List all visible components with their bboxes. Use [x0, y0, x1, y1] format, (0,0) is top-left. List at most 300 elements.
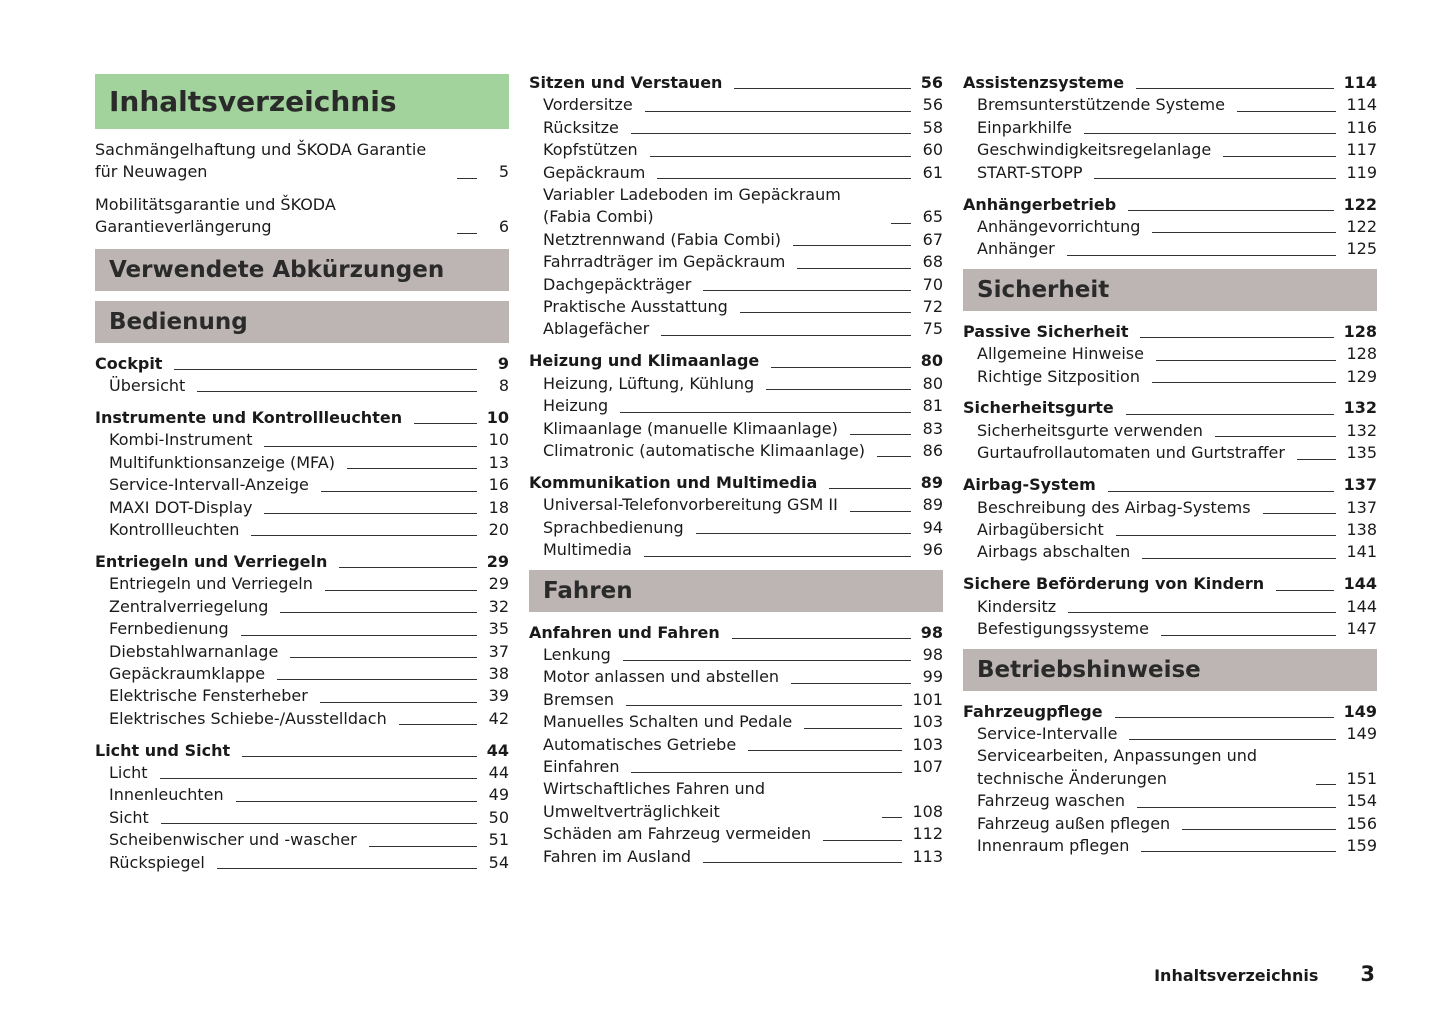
leader-line [1152, 382, 1337, 383]
toc-entry-page: 107 [912, 756, 943, 776]
toc-entry-instrumente-und-kontrollleuchten[interactable] [95, 407, 509, 429]
toc-entry-bremsen[interactable] [529, 689, 943, 711]
section-banner-bedienung: Bedienung [95, 301, 509, 343]
toc-entry-licht-und-sicht[interactable] [95, 740, 509, 762]
toc-entry-title: Dachgepäckträger [543, 274, 692, 294]
toc-entry-page: 60 [922, 140, 943, 160]
leader-line [1161, 635, 1336, 636]
toc-entry-bremsunterstuetzende-systeme[interactable] [963, 94, 1377, 116]
leader-line [850, 434, 911, 435]
toc-entry-airbaguebersicht[interactable] [963, 519, 1377, 541]
leader-line [766, 389, 911, 390]
toc-entry-uebersicht[interactable] [95, 375, 509, 397]
leader-line [1156, 360, 1337, 361]
toc-entry-title: Sicht [109, 807, 149, 827]
toc-entry-gepaeckraum[interactable] [529, 162, 943, 184]
toc-entry-page: 5 [498, 162, 509, 182]
toc-entry-title: Multifunktionsanzeige (MFA) [109, 452, 335, 472]
toc-entry-title: Netztrennwand (Fabia Combi) [543, 229, 782, 249]
toc-entry-assistenzsysteme[interactable] [963, 72, 1377, 94]
toc-entry-title: Kommunikation und Multimedia [529, 472, 818, 492]
toc-column-right [963, 72, 1377, 857]
toc-entry-page: 137 [1346, 497, 1377, 517]
toc-entry-airbag-system[interactable] [963, 474, 1377, 496]
toc-entry-page: 29 [488, 574, 509, 594]
toc-entry-title: Ablagefächer [543, 319, 650, 339]
toc-entry-title: Cockpit [95, 353, 163, 373]
toc-entry-anhaengerbetrieb[interactable] [963, 194, 1377, 216]
toc-entry-scheibenwischer-und-wascher[interactable] [95, 829, 509, 851]
toc-entry-page: 81 [922, 396, 943, 416]
leader-line [174, 369, 477, 370]
toc-entry-title: Kindersitz [977, 596, 1057, 616]
toc-entry-title: Zentralverriegelung [109, 596, 269, 616]
toc-entry-page: 89 [922, 495, 943, 515]
leader-line [264, 513, 477, 514]
leader-line [290, 657, 477, 658]
leader-line [321, 491, 477, 492]
toc-entry-page: 80 [922, 373, 943, 393]
toc-entry-page: 99 [922, 667, 943, 687]
leader-line [740, 312, 911, 313]
toc-entry-geschwindigkeitsregelanlage[interactable] [963, 139, 1377, 161]
toc-entry-title: Multimedia [543, 540, 632, 560]
leader-line [1137, 807, 1336, 808]
toc-entry-page: 132 [1346, 420, 1377, 440]
toc-entry-title: Airbags abschalten [977, 542, 1131, 562]
toc-entry-service-intervall-anzeige[interactable] [95, 474, 509, 496]
toc-entry-page: 38 [488, 663, 509, 683]
toc-entry-title: Anhängerbetrieb [963, 194, 1117, 214]
leader-line [161, 823, 477, 824]
toc-entry-page: 149 [1343, 701, 1377, 721]
leader-line [734, 88, 910, 89]
toc-entry-page: 70 [922, 274, 943, 294]
toc-entry-lenkung[interactable] [529, 644, 943, 666]
toc-entry-title: Klimaanlage (manuelle Klimaanlage) [543, 418, 838, 438]
leader-line [1128, 210, 1333, 211]
toc-entry-page: 44 [488, 763, 509, 783]
leader-line [1142, 558, 1336, 559]
toc-entry-title: Rückspiegel [109, 852, 205, 872]
toc-entry-page: 112 [912, 824, 943, 844]
toc-entry-page: 50 [488, 807, 509, 827]
toc-entry-title: Airbag-System [963, 475, 1096, 495]
toc-entry-title: Befestigungssysteme [977, 619, 1149, 639]
toc-entry-kindersitz[interactable] [963, 596, 1377, 618]
leader-line [217, 868, 477, 869]
toc-entry-airbags-abschalten[interactable] [963, 541, 1377, 563]
toc-entry-heizung[interactable] [529, 395, 943, 417]
leader-line [197, 391, 477, 392]
leader-line [1115, 717, 1334, 718]
toc-entry-title: Einfahren [543, 756, 620, 776]
toc-column-middle [529, 72, 943, 868]
toc-entry-title: Bremsunterstützende Systeme [977, 95, 1225, 115]
toc-entry-title: Sachmängelhaftung und ŠKODA Garantie für Neuwagen [95, 140, 427, 182]
leader-line [791, 683, 911, 684]
toc-entry-ablagefaecher[interactable] [529, 318, 943, 340]
toc-entry-page: 35 [488, 619, 509, 639]
leader-line [620, 412, 911, 413]
leader-line [829, 488, 911, 489]
leader-line [650, 156, 911, 157]
leader-line [1237, 111, 1337, 112]
toc-entry-sicherheitsgurte[interactable] [963, 397, 1377, 419]
toc-entry-rueckspiegel[interactable] [95, 852, 509, 874]
toc-entry-sichere-befoerderung-von-kindern[interactable] [963, 573, 1377, 595]
toc-entry-fahrzeugpflege[interactable] [963, 701, 1377, 723]
toc-entry-title: Kombi-Instrument [109, 430, 253, 450]
leader-line [1067, 255, 1337, 256]
toc-entry-page: 129 [1346, 366, 1377, 386]
toc-entry-sitzen-und-verstauen[interactable] [529, 72, 943, 94]
leader-line [626, 705, 903, 706]
toc-entry-beschreibung-des-airbag-systems[interactable] [963, 497, 1377, 519]
toc-entry-page: 125 [1346, 239, 1377, 259]
toc-entry-anhaenger[interactable] [963, 238, 1377, 260]
toc-entry-page: 144 [1346, 596, 1377, 616]
toc-entry-page: 49 [488, 785, 509, 805]
leader-line [251, 535, 477, 536]
toc-entry-entriegeln-und-verriegeln[interactable] [95, 573, 509, 595]
toc-entry-zentralverriegelung[interactable] [95, 596, 509, 618]
leader-line [793, 245, 911, 246]
toc-entry-page: 138 [1346, 520, 1377, 539]
toc-entry-page: 101 [912, 689, 943, 709]
section-banner-sicherheit: Sicherheit [963, 269, 1377, 311]
toc-entry-multifunktionsanzeige-mfa[interactable] [95, 452, 509, 474]
toc-entry-page: 42 [488, 708, 509, 728]
leader-line [242, 756, 477, 757]
toc-entry-page: 18 [488, 497, 509, 517]
leader-line [1108, 491, 1334, 492]
toc-entry-title: Licht [109, 763, 148, 783]
toc-entry-title: Übersicht [109, 376, 186, 396]
leader-line [369, 846, 477, 847]
toc-entry-page: 72 [922, 297, 943, 317]
toc-entry-page: 20 [488, 519, 509, 539]
toc-entry-schaeden-am-fahrzeug-vermeiden[interactable] [529, 823, 943, 845]
toc-entry-praktische-ausstattung[interactable] [529, 296, 943, 318]
toc-entry-multimedia[interactable] [529, 539, 943, 561]
leader-line [748, 750, 902, 751]
toc-entry-page: 29 [486, 551, 509, 571]
toc-entry-wirtschaftliches-fahren-und-umweltvertraeglichkeit[interactable] [529, 778, 943, 823]
leader-line [703, 862, 902, 863]
toc-entry-page: 86 [922, 441, 943, 460]
toc-entry-kontrollleuchten[interactable] [95, 519, 509, 541]
toc-entry-page: 10 [486, 407, 509, 427]
toc-entry-title: Bremsen [543, 689, 614, 709]
toc-entry-fahrzeug-aussen-pflegen[interactable] [963, 813, 1377, 835]
toc-entry-entriegeln-und-verriegeln[interactable] [95, 551, 509, 573]
toc-entry-page: 116 [1346, 117, 1377, 137]
leader-line [696, 533, 911, 534]
toc-entry-innenraum-pflegen[interactable] [963, 835, 1377, 857]
toc-entry-title: Gepäckraumklappe [109, 663, 266, 683]
toc-entry-licht[interactable] [95, 762, 509, 784]
leader-line [703, 290, 911, 291]
toc-entry-title: Service-Intervall-Anzeige [109, 475, 309, 495]
toc-entry-title: Rücksitze [543, 117, 619, 137]
toc-entry-page: 56 [920, 73, 943, 92]
toc-entry-title: Schäden am Fahrzeug vermeiden [543, 824, 812, 844]
toc-entry-page: 103 [912, 734, 943, 754]
toc-entry-page: 98 [922, 644, 943, 664]
toc-entry-page: 132 [1343, 398, 1377, 418]
toc-entry-page: 58 [922, 117, 943, 137]
toc-entry-page: 149 [1346, 723, 1377, 743]
section-banner-verwendete-abkuerzungen: Verwendete Abkürzungen [95, 249, 509, 291]
leader-line [1136, 88, 1333, 89]
toc-entry-title: Assistenzsysteme [963, 73, 1125, 92]
toc-entry-heizung-lueftung-kuehlung[interactable] [529, 373, 943, 395]
toc-entry-page: 8 [498, 376, 509, 396]
toc-entry-title: Motor anlassen und abstellen [543, 667, 780, 687]
toc-entry-page: 147 [1346, 619, 1377, 639]
leader-line [1215, 436, 1337, 437]
leader-line [661, 335, 911, 336]
toc-entry-start-stopp[interactable] [963, 162, 1377, 184]
leader-line [797, 268, 911, 269]
toc-entry-title: Fahren im Ausland [543, 846, 692, 866]
toc-entry-universal-telefonvorbereitung-gsm-ii[interactable] [529, 494, 943, 516]
toc-entry-page: 75 [922, 319, 943, 339]
toc-entry-title: Mobilitätsgarantie und ŠKODA Garantieverlängerung [95, 194, 336, 237]
leader-line [1116, 535, 1337, 536]
leader-line [850, 511, 911, 512]
toc-entry-gurtaufrollautomaten-und-gurtstraffer[interactable] [963, 442, 1377, 464]
toc-entry-title: Scheibenwischer und -wascher [109, 830, 357, 850]
toc-entry-allgemeine-hinweise[interactable] [963, 343, 1377, 365]
leader-line [241, 635, 477, 636]
leader-line [1152, 232, 1336, 233]
toc-entry-page: 117 [1346, 140, 1377, 160]
toc-entry-befestigungssysteme[interactable] [963, 618, 1377, 640]
toc-entry-page: 6 [498, 217, 509, 237]
toc-entry-title: Sicherheitsgurte [963, 398, 1114, 418]
toc-entry-page: 56 [922, 95, 943, 115]
leader-line [277, 679, 477, 680]
toc-entry-title: Anhänger [977, 239, 1055, 259]
leader-line [399, 724, 477, 725]
leader-line [347, 468, 477, 469]
toc-entry-vordersitze[interactable] [529, 94, 943, 116]
footer-title: Inhaltsverzeichnis [1154, 966, 1319, 985]
toc-entry-elektrisches-schiebe-ausstelldach[interactable] [95, 708, 509, 730]
leader-line [644, 556, 911, 557]
leader-line [1316, 784, 1336, 785]
toc-entry-sicht[interactable] [95, 807, 509, 829]
toc-entry-sicherheitsgurte-verwenden[interactable] [963, 420, 1377, 442]
toc-entry-title: Praktische Ausstattung [543, 297, 728, 317]
leader-line [457, 233, 477, 234]
toc-entry-title: Kopfstützen [543, 140, 638, 160]
toc-entry-page: 89 [920, 472, 943, 492]
toc-entry-page: 9 [497, 353, 509, 373]
toc-entry-title: START-STOPP [977, 162, 1083, 182]
toc-entry-sachmaengelhaftung-und-skoda-garantie-fuer-neuwagen[interactable] [95, 139, 509, 184]
leader-line [1094, 178, 1336, 179]
toc-entry-service-intervalle[interactable] [963, 723, 1377, 745]
toc-entry-title: Wirtschaftliches Fahren und Umweltverträglichkeit [543, 779, 765, 821]
toc-entry-title: Fahrzeugpflege [963, 701, 1103, 721]
toc-entry-title: Geschwindigkeitsregelanlage [977, 140, 1212, 160]
leader-line [1276, 590, 1333, 591]
toc-entry-page: 61 [922, 162, 943, 182]
leader-line [823, 840, 902, 841]
toc-entry-title: Diebstahlwarnanlage [109, 641, 279, 661]
toc-entry-title: Sichere Beförderung von Kindern [963, 574, 1265, 594]
leader-line [645, 111, 911, 112]
toc-entry-page: 96 [922, 540, 943, 560]
toc-entry-title: Gurtaufrollautomaten und Gurtstraffer [977, 443, 1285, 463]
toc-entry-title: Kontrollleuchten [109, 519, 240, 539]
toc-entry-klimaanlage-manuelle-klimaanlage[interactable] [529, 418, 943, 440]
toc-entry-mobilitaetsgarantie-und-skoda-garantieverlaengerung[interactable] [95, 194, 509, 239]
leader-line [1182, 829, 1336, 830]
toc-entry-page: 128 [1346, 344, 1377, 364]
toc-entry-page: 137 [1343, 475, 1377, 495]
toc-entry-page: 98 [920, 622, 943, 642]
toc-entry-fahrradtraeger-im-gepaeckraum[interactable] [529, 251, 943, 273]
page-footer [1154, 962, 1375, 986]
toc-entry-page: 16 [488, 475, 509, 495]
toc-entry-page: 32 [488, 596, 509, 616]
section-banner-fahren: Fahren [529, 570, 943, 612]
toc-entry-title: Richtige Sitzposition [977, 366, 1140, 386]
toc-entry-page: 51 [488, 830, 509, 850]
toc-entry-climatronic-automatische-klimaanlage[interactable] [529, 440, 943, 462]
leader-line [160, 778, 477, 779]
toc-entry-page: 113 [912, 846, 943, 866]
toc-entry-einfahren[interactable] [529, 756, 943, 778]
toc-entry-page: 135 [1346, 443, 1377, 463]
toc-column-left [95, 72, 509, 874]
leader-line [657, 178, 911, 179]
leader-line [1084, 133, 1336, 134]
toc-entry-title: Elektrische Fensterheber [109, 686, 308, 706]
toc-entry-richtige-sitzposition[interactable] [963, 366, 1377, 388]
leader-line [882, 817, 902, 818]
toc-entry-kommunikation-und-multimedia[interactable] [529, 472, 943, 494]
toc-entry-title: Passive Sicherheit [963, 321, 1129, 341]
toc-entry-page: 119 [1346, 162, 1377, 182]
toc-entry-sprachbedienung[interactable] [529, 517, 943, 539]
toc-entry-title: Sitzen und Verstauen [529, 73, 723, 92]
toc-entry-anfahren-und-fahren[interactable] [529, 622, 943, 644]
toc-entry-automatisches-getriebe[interactable] [529, 734, 943, 756]
section-banner-betriebshinweise: Betriebshinweise [963, 649, 1377, 691]
toc-entry-page: 37 [488, 641, 509, 661]
toc-entry-fernbedienung[interactable] [95, 618, 509, 640]
toc-entry-netztrennwand-fabia-combi[interactable] [529, 229, 943, 251]
toc-entry-page: 151 [1346, 768, 1377, 788]
leader-line [623, 660, 911, 661]
toc-entry-passive-sicherheit[interactable] [963, 321, 1377, 343]
leader-line [1068, 612, 1336, 613]
toc-entry-motor-anlassen-und-abstellen[interactable] [529, 666, 943, 688]
toc-entry-kopfstuetzen[interactable] [529, 139, 943, 161]
toc-entry-heizung-und-klimaanlage[interactable] [529, 350, 943, 372]
toc-entry-diebstahlwarnanlage[interactable] [95, 641, 509, 663]
toc-entry-title: Fernbedienung [109, 619, 229, 639]
leader-line [1141, 851, 1336, 852]
toc-entry-gepaeckraumklappe[interactable] [95, 663, 509, 685]
toc-entry-title: Vordersitze [543, 95, 633, 115]
toc-entry-page: 13 [488, 452, 509, 472]
toc-entry-title: Licht und Sicht [95, 740, 231, 760]
toc-entry-title: Anhängevorrichtung [977, 216, 1141, 236]
toc-entry-title: Service-Intervalle [977, 723, 1118, 743]
leader-line [414, 423, 477, 424]
leader-line [1140, 337, 1333, 338]
toc-entry-title: Lenkung [543, 644, 611, 664]
toc-entry-einparkhilfe[interactable] [963, 117, 1377, 139]
leader-line [325, 590, 477, 591]
toc-entry-title: Fahrzeug außen pflegen [977, 813, 1171, 833]
toc-entry-page: 103 [912, 712, 943, 732]
toc-entry-innenleuchten[interactable] [95, 784, 509, 806]
toc-entry-fahren-im-ausland[interactable] [529, 846, 943, 868]
toc-entry-title: Manuelles Schalten und Pedale [543, 712, 793, 732]
toc-entry-title: Elektrisches Schiebe-/Ausstelldach [109, 708, 387, 728]
toc-entry-page: 128 [1343, 321, 1377, 341]
toc-entry-page: 80 [920, 351, 943, 371]
toc-entry-title: Variabler Ladeboden im Gepäckraum (Fabia Combi) [543, 185, 841, 227]
toc-entry-page: 54 [488, 852, 509, 872]
toc-entry-title: Instrumente und Kontrollleuchten [95, 407, 403, 427]
toc-entry-title: Climatronic (automatische Klimaanlage) [543, 441, 865, 460]
toc-entry-variabler-ladeboden-im-gepaeckraum-fabia-combi[interactable] [529, 184, 943, 229]
toc-entry-page: 114 [1346, 95, 1377, 115]
toc-entry-page: 83 [922, 418, 943, 438]
toc-entry-fahrzeug-waschen[interactable] [963, 790, 1377, 812]
toc-entry-title: Heizung und Klimaanlage [529, 351, 760, 371]
toc-entry-cockpit[interactable] [95, 353, 509, 375]
leader-line [236, 801, 477, 802]
toc-entry-title: Anfahren und Fahren [529, 622, 720, 642]
toc-entry-title: MAXI DOT-Display [109, 497, 253, 517]
toc-entry-page: 108 [912, 801, 943, 821]
toc-entry-servicearbeiten-anpassungen-und-technische-aenderungen[interactable] [963, 745, 1377, 790]
toc-entry-page: 68 [922, 252, 943, 272]
toc-entry-ruecksitze[interactable] [529, 117, 943, 139]
toc-entry-title: Fahrradträger im Gepäckraum [543, 252, 786, 272]
toc-entry-page: 156 [1346, 813, 1377, 833]
toc-entry-anhaengevorrichtung[interactable] [963, 216, 1377, 238]
toc-entry-maxi-dot-display[interactable] [95, 497, 509, 519]
toc-entry-title: Heizung [543, 396, 609, 416]
leader-line [1223, 156, 1336, 157]
leader-line [631, 772, 902, 773]
toc-entry-title: Heizung, Lüftung, Kühlung [543, 373, 755, 393]
leader-line [1263, 513, 1337, 514]
toc-entry-title: Entriegeln und Verriegeln [95, 551, 328, 571]
toc-entry-page: 67 [922, 229, 943, 249]
toc-entry-manuelles-schalten-und-pedale[interactable] [529, 711, 943, 733]
leader-line [457, 178, 477, 179]
toc-entry-title: Entriegeln und Verriegeln [109, 574, 313, 594]
toc-entry-title: Innenraum pflegen [977, 835, 1130, 855]
footer-page-number: 3 [1360, 962, 1375, 986]
toc-entry-title: Sprachbedienung [543, 517, 684, 537]
toc-entry-dachgepaecktraeger[interactable] [529, 274, 943, 296]
toc-entry-elektrische-fensterheber[interactable] [95, 685, 509, 707]
leader-line [732, 638, 911, 639]
toc-entry-kombi-instrument[interactable] [95, 429, 509, 451]
